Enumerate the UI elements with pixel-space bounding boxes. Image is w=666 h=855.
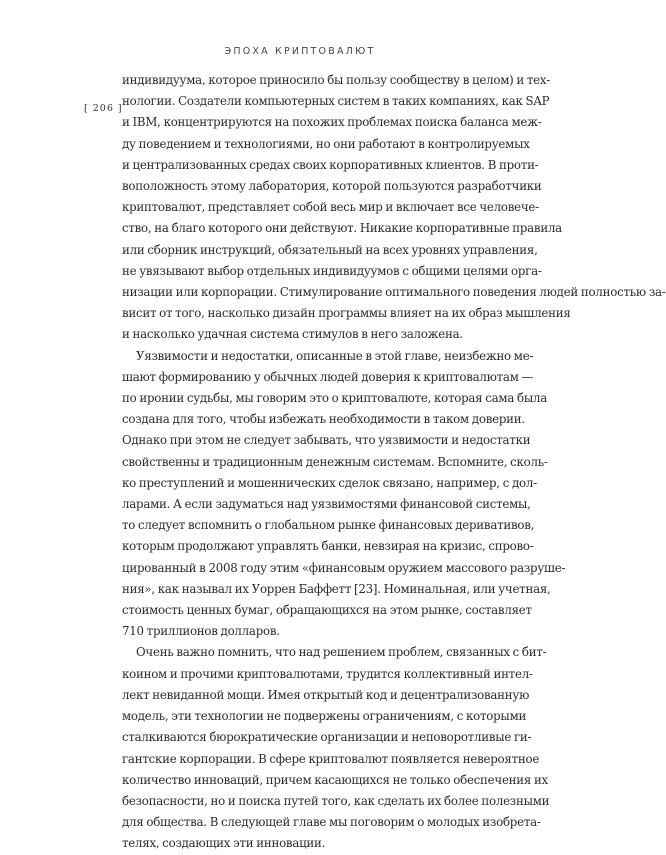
text-line: количество инноваций, причем касающихся не только обеспечения их (122, 772, 549, 787)
text-line: и насколько удачная система стимулов в него заложена. (122, 327, 463, 342)
text-line: 710 триллионов долларов. (122, 624, 280, 639)
paragraph-1 (122, 70, 666, 346)
paragraph-2 (122, 346, 566, 643)
text-line: ларами. А если задуматься над уязвимостями финансовой системы, (122, 497, 531, 512)
text-line: и централизованных средах своих корпоративных клиентов. В проти- (122, 157, 539, 172)
text-line: или сборник инструкций, обязательный на всех уровнях управления, (122, 242, 538, 257)
text-line: телях, создающих эти инновации. (122, 836, 326, 851)
body-text (122, 70, 666, 855)
text-line: Очень важно помнить, что над решением проблем, связанных с бит- (136, 645, 547, 660)
running-head: ЭПОХА КРИПТОВАЛЮТ (224, 46, 376, 57)
text-line: криптовалют, представляет собой весь мир и включает все человече- (122, 200, 539, 215)
text-line: создана для того, чтобы избежать необходимости в таком доверии. (122, 412, 525, 427)
text-line: модель, эти технологии не подвержены ограничениям, с которыми (122, 709, 527, 724)
text-line: стоимость ценных бумаг, обращающихся на этом рынке, составляет (122, 603, 532, 618)
text-line: Уязвимости и недостатки, описанные в этой главе, неизбежно ме- (136, 348, 534, 363)
text-line: нологии. Создатели компьютерных систем в таких компаниях, как SAP (122, 94, 550, 109)
text-line: индивидуума, которое приносило бы пользу сообществу в целом) и тех- (122, 73, 551, 87)
text-line: и IBM, концентрируются на похожих проблемах поиска баланса меж- (122, 115, 542, 130)
text-line: лект невиданной мощи. Имея открытый код и децентрализованную (122, 687, 530, 702)
text-line: ство, на благо которого они действуют. Никакие корпоративные правила (122, 221, 562, 236)
text-line: сталкиваются бюрократические организации и неповоротливые ги- (122, 730, 532, 745)
text-line: ду поведением и технологиями, но они работают в контролируемых (122, 136, 530, 151)
text-line: не увязывают выбор отдельных индивидуумов с общими целями орга- (122, 263, 542, 278)
text-line: висит от того, насколько дизайн программы влияет на их образ мышления (122, 306, 571, 321)
text-line: безопасности, но и поиска путей того, как сделать их более полезными (122, 793, 550, 808)
text-line: Однако при этом не следует забывать, что уязвимости и недостатки (122, 433, 531, 448)
text-line: которым продолжают управлять банки, невзирая на кризис, спрово- (122, 539, 534, 554)
text-line: то следует вспомнить о глобальном рынке финансовых деривативов, (122, 518, 535, 533)
text-line: воположность этому лаборатория, которой пользуются разработчики (122, 179, 542, 194)
page-number: [ 206 ] (84, 103, 123, 114)
text-line: ко преступлений и мошеннических сделок связано, например, с дол- (122, 475, 537, 490)
text-line: цированный в 2008 году этим «финансовым оружием массового разруше- (122, 560, 566, 575)
paragraph-3 (122, 642, 550, 854)
text-line: гантские корпорации. В сфере криптовалют появляется невероятное (122, 751, 540, 766)
text-line: коином и прочими криптовалютами, трудится коллективный интел- (122, 666, 533, 681)
text-line: шают формированию у обычных людей доверия к криптовалютам — (122, 369, 534, 384)
text-line: для общества. В следующей главе мы поговорим о молодых изобрета- (122, 815, 541, 830)
text-line: по иронии судьбы, мы говорим это о криптовалюте, которая сама была (122, 391, 548, 406)
text-line: свойственны и традиционным денежным системам. Вспомните, сколь- (122, 454, 548, 469)
text-line: ния», как называл их Уоррен Баффетт [23]. Номинальная, или учетная, (122, 581, 551, 596)
text-line: низации или корпорации. Стимулирование оптимального поведения людей полностью за- (122, 285, 666, 300)
